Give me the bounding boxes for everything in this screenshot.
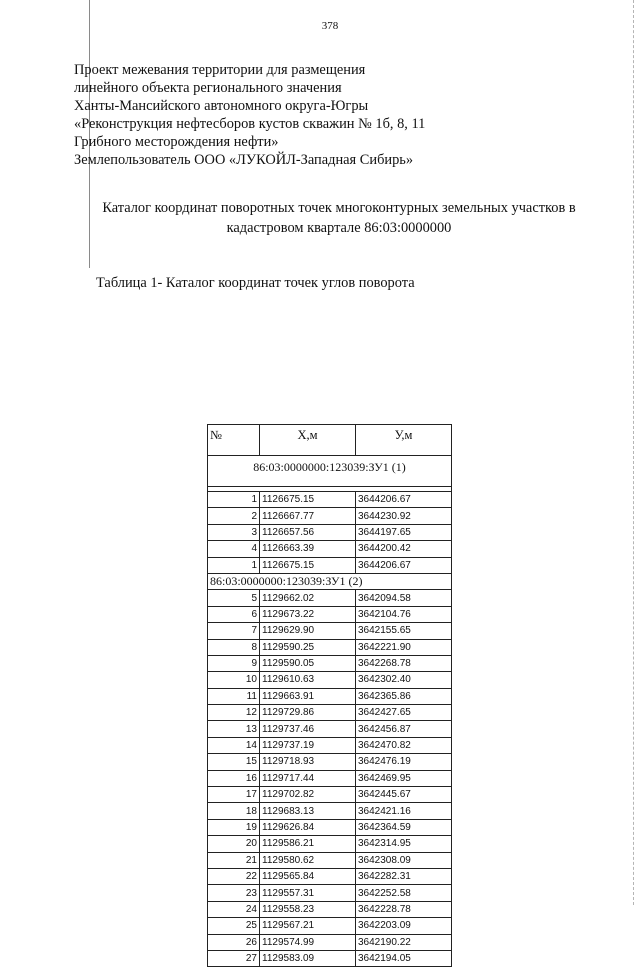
table-row [208,557,452,573]
x-coordinate-cell: 1129567.21 [260,918,356,934]
header-line-land-user: Землепользователь ООО «ЛУКОЙЛ-Западная Сибирь» [74,152,414,169]
scan-right-edge [632,0,634,905]
point-number-cell: 5 [208,590,260,606]
y-coordinate-cell: 3642308.09 [356,852,452,868]
table-row [208,623,452,639]
point-number-cell: 11 [208,688,260,704]
table-caption: Таблица 1- Каталог координат точек углов поворота [96,275,415,291]
table-row [208,885,452,901]
point-number-cell: 1 [208,557,260,573]
point-number-cell: 4 [208,541,260,557]
header-x: Х,м [260,425,356,456]
y-coordinate-cell: 3642456.87 [356,721,452,737]
table-row [208,705,452,721]
point-number-cell: 19 [208,819,260,835]
point-number-cell: 9 [208,655,260,671]
point-number-cell: 7 [208,623,260,639]
header-line-reconstruction: «Реконструкция нефтесборов кустов скважин № 1б, 8, 11 [74,116,426,133]
section-title: 86:03:0000000:123039:ЗУ1 (1) [208,456,452,487]
table-row [208,819,452,835]
y-coordinate-cell: 3642221.90 [356,639,452,655]
point-number-cell: 8 [208,639,260,655]
table-row [208,950,452,966]
y-coordinate-cell: 3644206.67 [356,492,452,508]
x-coordinate-cell: 1129717.44 [260,770,356,786]
x-coordinate-cell: 1129590.05 [260,655,356,671]
header-line-project: Проект межевания территории для размещения [74,62,366,78]
x-coordinate-cell: 1129683.13 [260,803,356,819]
y-coordinate-cell: 3642364.59 [356,819,452,835]
table-row [208,721,452,737]
x-coordinate-cell: 1129610.63 [260,672,356,688]
x-coordinate-cell: 1129583.09 [260,950,356,966]
x-coordinate-cell: 1129673.22 [260,606,356,622]
y-coordinate-cell: 3644197.65 [356,524,452,540]
point-number-cell: 25 [208,918,260,934]
y-coordinate-cell: 3644206.67 [356,557,452,573]
x-coordinate-cell: 1129718.93 [260,754,356,770]
point-number-cell: 27 [208,950,260,966]
y-coordinate-cell: 3644230.92 [356,508,452,524]
table-row [208,492,452,508]
x-coordinate-cell: 1129580.62 [260,852,356,868]
point-number-cell: 15 [208,754,260,770]
x-coordinate-cell: 1129557.31 [260,885,356,901]
table-row [208,655,452,671]
x-coordinate-cell: 1126657.56 [260,524,356,540]
y-coordinate-cell: 3642104.76 [356,606,452,622]
table-body [208,456,452,967]
document-header [74,61,425,170]
y-coordinate-cell: 3642252.58 [356,885,452,901]
table-header-row [208,425,452,456]
table-row [208,918,452,934]
table-row [208,508,452,524]
point-number-cell: 13 [208,721,260,737]
y-coordinate-cell: 3642445.67 [356,787,452,803]
header-line-region: Ханты-Мансийского автономного округа-Югры [74,98,369,115]
y-coordinate-cell: 3642470.82 [356,737,452,753]
y-coordinate-cell: 3642190.22 [356,934,452,950]
x-coordinate-cell: 1129558.23 [260,901,356,917]
x-coordinate-cell: 1129729.86 [260,705,356,721]
point-number-cell: 2 [208,508,260,524]
y-coordinate-cell: 3642155.65 [356,623,452,639]
y-coordinate-cell: 3642228.78 [356,901,452,917]
table-row [208,737,452,753]
table-row [208,541,452,557]
x-coordinate-cell: 1126675.15 [260,557,356,573]
table-row [208,836,452,852]
x-coordinate-cell: 1126667.77 [260,508,356,524]
y-coordinate-cell: 3642194.05 [356,950,452,966]
table-row [208,868,452,884]
point-number-cell: 24 [208,901,260,917]
point-number-cell: 18 [208,803,260,819]
point-number-cell: 14 [208,737,260,753]
header-y: У,м [356,425,452,456]
point-number-cell: 3 [208,524,260,540]
section-title-row [208,573,452,589]
y-coordinate-cell: 3642469.95 [356,770,452,786]
table-row [208,901,452,917]
x-coordinate-cell: 1126675.15 [260,492,356,508]
y-coordinate-cell: 3642094.58 [356,590,452,606]
x-coordinate-cell: 1129626.84 [260,819,356,835]
page-number: 378 [321,20,339,32]
catalog-title-line-2: кадастровом квартале 86:03:0000000 [226,220,452,236]
table-row [208,934,452,950]
y-coordinate-cell: 3642268.78 [356,655,452,671]
table-row [208,770,452,786]
table-row [208,803,452,819]
x-coordinate-cell: 1129663.91 [260,688,356,704]
point-number-cell: 6 [208,606,260,622]
point-number-cell: 26 [208,934,260,950]
x-coordinate-cell: 1129629.90 [260,623,356,639]
table-row [208,852,452,868]
catalog-title [88,198,590,238]
catalog-title-line-1: Каталог координат поворотных точек многоконтурных земельных участков в [102,200,576,216]
x-coordinate-cell: 1129590.25 [260,639,356,655]
y-coordinate-cell: 3642314.95 [356,836,452,852]
header-line-object: линейного объекта регионального значения [74,80,342,97]
point-number-cell: 21 [208,852,260,868]
table-row [208,787,452,803]
x-coordinate-cell: 1129702.82 [260,787,356,803]
y-coordinate-cell: 3644200.42 [356,541,452,557]
x-coordinate-cell: 1129737.46 [260,721,356,737]
table-row [208,672,452,688]
x-coordinate-cell: 1126663.39 [260,541,356,557]
y-coordinate-cell: 3642427.65 [356,705,452,721]
table-row [208,754,452,770]
x-coordinate-cell: 1129586.21 [260,836,356,852]
table-row [208,590,452,606]
table-row [208,688,452,704]
point-number-cell: 23 [208,885,260,901]
y-coordinate-cell: 3642365.86 [356,688,452,704]
section-title: 86:03:0000000:123039:ЗУ1 (2) [208,573,452,589]
y-coordinate-cell: 3642476.19 [356,754,452,770]
coordinates-table [207,424,452,967]
y-coordinate-cell: 3642302.40 [356,672,452,688]
header-line-field: Грибного месторождения нефти» [74,134,279,151]
x-coordinate-cell: 1129574.99 [260,934,356,950]
point-number-cell: 12 [208,705,260,721]
point-number-cell: 10 [208,672,260,688]
point-number-cell: 16 [208,770,260,786]
x-coordinate-cell: 1129662.02 [260,590,356,606]
point-number-cell: 1 [208,492,260,508]
table-row [208,606,452,622]
y-coordinate-cell: 3642203.09 [356,918,452,934]
section-title-row [208,456,452,487]
point-number-cell: 17 [208,787,260,803]
point-number-cell: 20 [208,836,260,852]
x-coordinate-cell: 1129565.84 [260,868,356,884]
y-coordinate-cell: 3642421.16 [356,803,452,819]
x-coordinate-cell: 1129737.19 [260,737,356,753]
table-row [208,524,452,540]
y-coordinate-cell: 3642282.31 [356,868,452,884]
table-row [208,639,452,655]
header-number: № [208,425,260,456]
point-number-cell: 22 [208,868,260,884]
